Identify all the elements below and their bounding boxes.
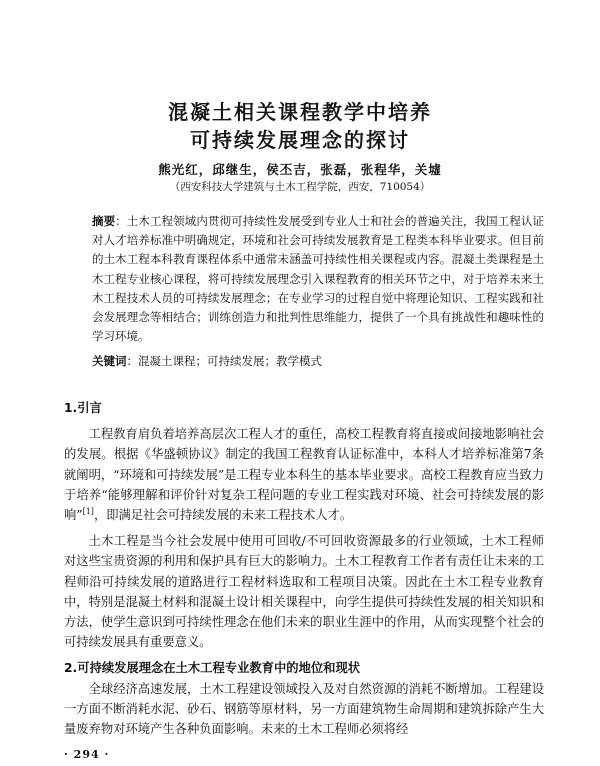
keywords-text: ：混凝土课程；可持续发展；教学模式 — [126, 354, 322, 368]
author-affiliation: （西安科技大学建筑与土木工程学院，西安，710054） — [169, 181, 431, 193]
abstract-label: 摘要 — [92, 214, 116, 228]
section-heading: 1.引言 — [64, 401, 102, 415]
abstract — [92, 212, 544, 346]
paragraph-text: 土木工程是当今社会发展中使用可回收/不可回收资源最多的行业领域，土木工程师对这些宝贵资源的利用和保护具有巨大的影响力。土木工程教育工作者有责任让未来的工程师沿可持续发展的道路进行工程材料选取和工程项目决策。因此在土木工程专业教育中，特别是混凝土材料和混凝土设计相关课程中，向学生提供可持续性发展的相关知识和方法，使学生意识到可持续性理念在他们未来的职业生涯中的作用，从而实现整个社会的可持续发展具有重要意义。 — [64, 534, 544, 650]
paper-title-line-1: 混凝土相关课程教学中培养 — [168, 100, 432, 124]
page-number: · 294 · — [64, 748, 110, 761]
paragraph-text: 全球经济高速发展，土木工程建设领域投入及对自然资源的消耗不断增加。工程建设一方面不断消耗水泥、砂石、钢筋等原材料，另一方面建筑物生命周期和建筑拆除产生大量废弃物对环境产生各种负面影响。未来的土木工程师必须将经 — [64, 681, 544, 737]
author-list: 熊光红，邱继生，侯丕吉，张磊，张程华，关墟 — [158, 162, 442, 177]
section-heading: 2.可持续发展理念在土木工程专业教育中的地位和现状 — [64, 661, 361, 676]
keywords — [92, 352, 544, 371]
section-introduction — [64, 398, 544, 652]
section-status — [64, 658, 544, 739]
abstract-text: ：土木工程领域内贯彻可持续性发展受到专业人士和社会的普遍关注，我国工程认证对人才培养标准中明确规定，环境和社会可持续发展教育是工程类本科毕业要求。但目前的土木工程本科教育课程体系中通常未涵盖可持续性相关课程或内容。混凝土类课程是土木工程专业核心课程，将可持续发展理念引入课程教育的相关环节之中，对于培养未来土木工程技术人员的可持续发展理念；在专业学习的过程自觉中将理论知识、工程实践和社会发展理念等相结合；训练创造力和批判性思维能力，提供了一个具有挑战性和趣味性的学习环境。 — [92, 214, 544, 344]
keywords-label: 关键词 — [92, 354, 127, 368]
paper-body — [64, 398, 544, 739]
body-paragraph — [64, 424, 544, 525]
paper-title-line-2: 可持续发展理念的探讨 — [190, 128, 410, 152]
citation-reference[interactable]: [1] — [82, 506, 94, 516]
paragraph-text-tail: ，即满足社会可持续发展的未来工程技术人才。 — [93, 508, 353, 523]
body-paragraph — [64, 531, 544, 652]
body-paragraph — [64, 679, 544, 740]
paragraph-text: 工程教育肩负着培养高层次工程人才的重任，高校工程教育将直接或间接地影响社会的发展。根据《华盛顿协议》制定的我国工程教育认证标准中，本科人才培养标准第7条就阐明，“环境和可持续发展”是工程专业本科生的基本毕业要求。高校工程教育应当致力于培养“能够理解和评价针对复杂工程问题的专业工程实践对环境、社会可持续发展的影响” — [64, 427, 544, 523]
